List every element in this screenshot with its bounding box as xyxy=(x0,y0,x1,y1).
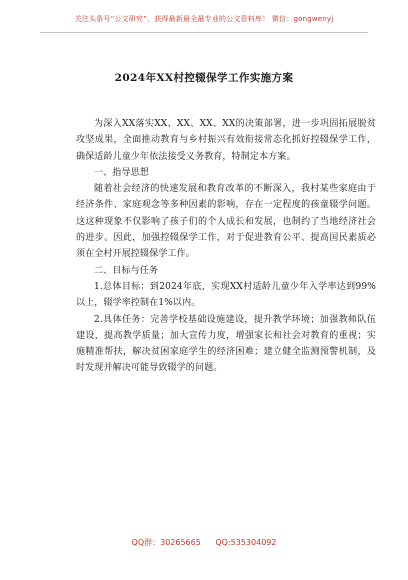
document-body xyxy=(76,116,376,377)
section-heading-2: 二、目标与任务 xyxy=(94,265,159,276)
document-title: 2024年XX村控辍保学工作实施方案 xyxy=(114,72,294,84)
footer-qq-number: QQ:535304092 xyxy=(215,538,277,547)
paragraph-intro: 为深入XX落实XX、XX、XX、XX的决策部署，进一步巩固拓展脱贫攻坚成果，全面推动教育与乡村振兴有效衔接常态化抓好控辍保学工作，确保适龄儿童少年依法接受义务教育，特制定本方案。 xyxy=(76,119,376,162)
section-heading-1: 一、指导思想 xyxy=(94,167,149,178)
paragraph-guiding: 随着社会经济的快速发展和教育改革的不断深入，我村某些家庭由于经济条件、家庭观念等多种因素的影响，存在一定程度的孩童辍学问题。这这种现象不仅影响了孩子们的个人成长和发展，也制约了当地经济社会的进步。因此，加强控辍保学工作，对于促进教育公平、提高国民素质必须在全村开展控辍保学工作。 xyxy=(76,184,376,260)
paragraph-specific-tasks: 2.具体任务：完善学校基础设施建设，提升教学环境；加强教师队伍建设，提高教学质量；加大宣传力度，增强家长和社会对教育的重视；实施精准帮扶，解决贫困家庭学生的经济困难；建立健全监测预警机制，及时发现并解决可能导致辍学的问题。 xyxy=(76,314,376,374)
paragraph-overall-goal: 1.总体目标：到2024年底，实现XX村适龄儿童少年入学率达到99%以上，辍学率控制在1%以内。 xyxy=(76,281,376,309)
footer-qq-group: QQ群：30265665 xyxy=(131,538,201,547)
header-banner: 关注头条号“公文研究”，获得最新最全最专业的公文资料库！ 微信：gongwenyj xyxy=(74,15,334,23)
header-divider xyxy=(40,32,368,33)
footer-contact xyxy=(0,537,408,548)
